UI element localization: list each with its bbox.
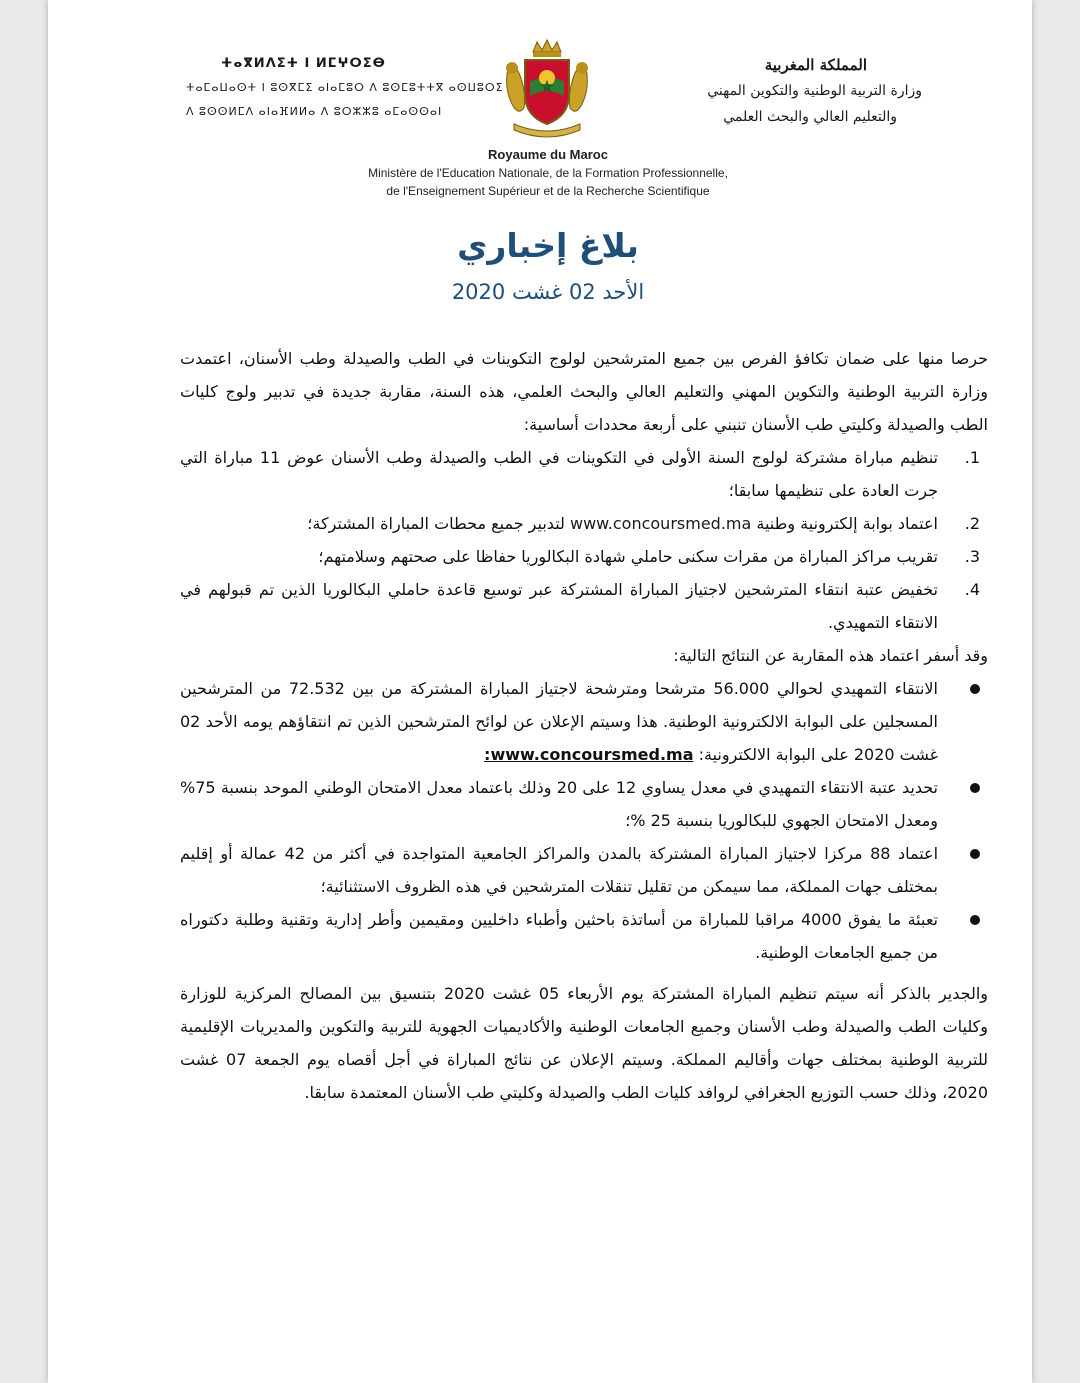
results-bullet-list (180, 672, 988, 969)
list-number: 1. (964, 448, 980, 467)
bullet-item (180, 903, 938, 969)
list-item (180, 540, 980, 573)
list-number: 2. (964, 514, 980, 533)
list-item-text: تقريب مراكز المباراة من مقرات سكنى حاملي شهادة البكالوريا حفاظا على صحتهم وسلامتهم؛ (318, 547, 938, 566)
document-date: الأحد 02 غشت 2020 (451, 280, 645, 304)
list-item-text: اعتماد بوابة إلكترونية وطنية (751, 514, 938, 533)
list-item (180, 441, 980, 507)
arabic-ministry-line-1: وزارة التربية الوطنية والتكوين المهني (707, 83, 922, 99)
bullet-text: تحديد عتبة الانتقاء التمهيدي في معدل يساوي 12 على 20 وذلك باعتماد معدل الامتحان الوطني الموحد بنسبة 75% ومعدل الامتحان الجهوي للبكالوريا بنسبة 25 %؛ (180, 778, 939, 830)
tifinagh-line-2: ⵜⴰⵎⴰⵡⴰⵙⵜ ⵏ ⵓⵙⴳⵎⵉ ⴰⵏⴰⵎⵓⵔ ⴷ ⵓⵙⵎⵓⵜⵜⴳ ⴰⵙⵡⵓⵔⵉ (186, 81, 504, 94)
document-title: بلاغ إخباري (457, 226, 639, 265)
french-ministry-line-1: Ministère de l'Education Nationale, de la Formation Professionnelle, (368, 166, 728, 180)
portal-link[interactable]: www.concoursmed.ma (569, 514, 752, 533)
bullet-dot-icon (970, 783, 980, 793)
arabic-header (692, 52, 922, 130)
moroccan-coat-of-arms-emblem (500, 38, 594, 142)
bullet-text: الانتقاء التمهيدي لحوالي 56.000 مترشحا ومترشحة لاجتياز المباراة المشتركة من بين 72.532 من المترشحين المسجلين على البوابة الالكترونية الوطنية. هذا وسيتم الإعلان عن لوائح المترشحين الذين تم انتقاؤهم يومه الأحد 02 غشت 2020 على البوابة الالكترونية: (180, 679, 938, 764)
numbered-list (180, 441, 988, 639)
list-number: 4. (964, 580, 980, 599)
results-intro: وقد أسفر اعتماد هذه المقاربة عن النتائج التالية: (673, 646, 988, 665)
bullet-item (180, 771, 938, 837)
tifinagh-line-3: ⴷ ⵓⵙⵙⵍⵎⴷ ⴰⵏⴰⴼⵍⵍⴰ ⴷ ⵓⵔⵣⵣⵓ ⴰⵎⴰⵙⵙⴰⵏ (186, 105, 443, 118)
bullet-item (180, 672, 938, 771)
french-header (298, 146, 798, 200)
list-item (180, 573, 980, 639)
bullet-text: تعبئة ما يفوق 4000 مراقبا للمباراة من أساتذة باحثين وأطباء داخليين ومقيمين وأطر إدارية وتقنية وطلبة دكتوراه من جميع الجامعات الوطنية. (180, 910, 939, 962)
list-number: 3. (964, 547, 980, 566)
bullet-dot-icon (970, 849, 980, 859)
list-item-text: لتدبير جميع محطات المباراة المشتركة؛ (307, 514, 570, 533)
bullet-item (180, 837, 938, 903)
tifinagh-line-1: ⵜⴰⴳⵍⴷⵉⵜ ⵏ ⵍⵎⵖⵔⵉⴱ (221, 56, 386, 71)
tifinagh-header (136, 52, 516, 124)
bullet-text: اعتماد 88 مركزا لاجتياز المباراة المشتركة بالمدن والمراكز الجامعية المتواجدة في أكثر من 42 عمالة أو إقليم بمختلف جهات المملكة، مما سيمكن من تقليل تنقلات المترشحين في هذه الظروف الاستثنائية؛ (180, 844, 939, 896)
bullet-dot-icon (970, 915, 980, 925)
document-body (180, 342, 988, 1109)
closing-paragraph: والجدير بالذكر أنه سيتم تنظيم المباراة المشتركة يوم الأربعاء 05 غشت 2020 بتنسيق بين المصالح المركزية للوزارة وكليات الطب والصيدلة وطب الأسنان وجميع الجامعات الوطنية والأكاديميات الجهوية للتربية والتكوين والمديريات الإقليمية للتربية الوطنية بمختلف جهات وأقاليم المملكة. وسيتم الإعلان عن نتائج المباراة في أجل أقصاه يوم الجمعة 07 غشت 2020، وذلك حسب التوزيع الجغرافي لروافد كليات الطب والصيدلة وكليتي طب الأسنان المعتمدة سابقا. (180, 984, 989, 1102)
list-item-text: تخفيض عتبة انتقاء المترشحين لاجتياز المباراة المشتركة عبر توسيع قاعدة حاملي البكالوريا الذين تم قبولهم في الانتقاء التمهيدي. (180, 580, 938, 632)
intro-paragraph: حرصا منها على ضمان تكافؤ الفرص بين جميع المترشحين لولوج التكوينات في الطب والصيدلة وطب الأسنان، اعتمدت وزارة التربية الوطنية والتكوين المهني والتعليم العالي والبحث العلمي، هذه السنة، مقاربة جديدة في تدبير ولوج كليات الطب والصيدلة وكليتي طب الأسنان تنبني على أربعة محددات أساسية: (180, 349, 988, 434)
french-ministry-line-2: de l'Enseignement Supérieur et de la Recherche Scientifique (386, 184, 710, 198)
document-page (48, 0, 1032, 1383)
arabic-ministry-line-2: والتعليم العالي والبحث العلمي (723, 109, 897, 125)
french-kingdom: Royaume du Maroc (488, 147, 608, 162)
portal-link[interactable]: www.concoursmed.ma: (484, 745, 694, 764)
arabic-kingdom: المملكة المغربية (764, 56, 867, 74)
bullet-dot-icon (970, 684, 980, 694)
list-item (180, 507, 980, 540)
list-item-text: تنظيم مباراة مشتركة لولوج السنة الأولى في التكوينات في الطب والصيدلة وطب الأسنان عوض 11 مباراة التي جرت العادة على تنظيمها سابقا؛ (180, 448, 938, 500)
